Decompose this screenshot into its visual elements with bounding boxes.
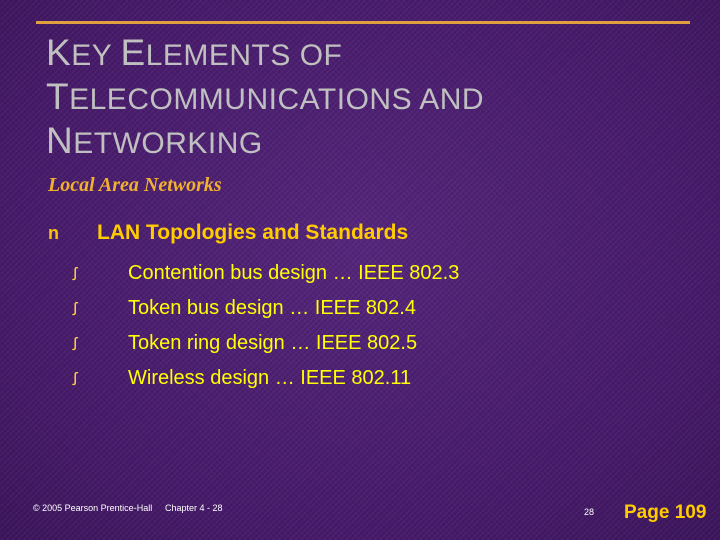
list-item [70, 326, 459, 361]
main-bullet-text: LAN Topologies and Standards [97, 221, 409, 244]
script-bullet-icon: ꭍ [72, 265, 79, 285]
title-line-3: NETWORKING [46, 120, 263, 161]
list-item [70, 291, 459, 326]
slide-subtitle: Local Area Networks [48, 174, 222, 196]
slide-title [46, 32, 686, 164]
script-bullet-icon: ꭍ [72, 300, 79, 320]
footer-chapter: Chapter 4 - 28 [165, 503, 223, 513]
title-line-2: TELECOMMUNICATIONS AND [46, 76, 485, 117]
script-bullet-icon: ꭍ [72, 370, 79, 390]
list-item-text: Token ring design … IEEE 802.5 [128, 332, 418, 354]
sub-bullet-list [70, 256, 459, 396]
list-item-text: Token bus design … IEEE 802.4 [128, 297, 416, 319]
page-label: Page 109 [624, 502, 707, 523]
footer-copyright: © 2005 Pearson Prentice-Hall [33, 503, 153, 513]
list-item [70, 361, 459, 396]
list-item-text: Contention bus design … IEEE 802.3 [128, 262, 460, 284]
slide-number: 28 [584, 507, 595, 517]
script-bullet-icon: ꭍ [72, 335, 79, 355]
list-item-text: Wireless design … IEEE 802.11 [128, 367, 412, 389]
list-item [70, 256, 459, 291]
title-rule [36, 21, 690, 24]
square-bullet-icon: n [48, 223, 59, 243]
title-line-1: KEY ELEMENTS OF [46, 32, 343, 73]
